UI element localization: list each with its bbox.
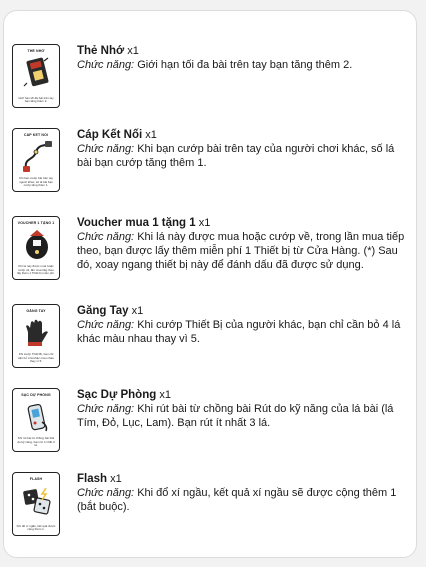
card-thumbnail <box>12 128 60 192</box>
item-description <box>77 472 412 514</box>
item-description <box>77 44 412 72</box>
item-name: Voucher mua 1 tặng 1 <box>77 217 196 229</box>
function-label: Chức năng: <box>77 487 135 499</box>
function-label: Chức năng: <box>77 403 135 415</box>
card-title: CÁP KẾT NỐI <box>23 133 49 137</box>
dice-icon <box>20 484 54 518</box>
card-text: Khi đổ xí ngầu, kết quả được cộng thêm 1. <box>16 524 56 532</box>
item-name: Cáp Kết Nối <box>77 129 143 141</box>
card-thumbnail <box>12 216 60 280</box>
card-thumbnail <box>12 472 60 536</box>
item-quantity: x1 <box>198 217 211 229</box>
function-text: Khi đổ xí ngầu, kết quả xí ngầu sẽ được cộng thêm 1 (bắt buộc). <box>77 487 397 513</box>
item-name: Găng Tay <box>77 305 129 317</box>
card-title: THẺ NHỚ <box>27 49 45 53</box>
memory-card-icon <box>20 56 54 90</box>
card-text: Giới hạn tối đa bài trên tay bạn tăng thêm 2. <box>18 96 54 104</box>
card-title: VOUCHER 1 TẶNG 1 <box>17 221 55 225</box>
card-thumbnail <box>12 304 60 368</box>
function-text: Khi lá này được mua hoặc cướp về, trong lần mua tiếp theo, bạn được lấy thêm miễn phí 1 Thiết bị từ Cửa Hàng. (*) Sau đó, xoay ngang thiết bị này để đánh dấu đã được sử dụng. <box>77 231 405 271</box>
glove-icon <box>20 316 54 350</box>
card-title: SẠC DỰ PHÒNG <box>21 393 51 397</box>
card-title: GĂNG TAY <box>26 309 46 313</box>
item-description <box>77 304 412 346</box>
card-text: Khi rút bài từ chồng bài Rút do kỹ năng, bạn rút ít nhất 3 lá. <box>17 437 55 448</box>
function-text: Khi bạn cướp bài trên tay của người chơi khác, số lá bài bạn cướp tăng thêm 1. <box>77 143 395 169</box>
voucher-icon <box>20 228 54 262</box>
item-quantity: x1 <box>110 473 122 485</box>
item-quantity: x1 <box>131 305 144 317</box>
item-quantity: x1 <box>159 389 171 401</box>
card-text: Khi bạn cướp bài trên tay người khác, số lá bài bạn cướp tăng thêm 1. <box>19 177 53 188</box>
item-list-panel <box>3 10 417 558</box>
item-quantity: x1 <box>127 45 139 57</box>
item-name: Thẻ Nhớ <box>77 45 125 57</box>
item-name: Sạc Dự Phòng <box>77 389 157 401</box>
cable-icon <box>20 140 54 174</box>
item-quantity: x1 <box>145 129 157 141</box>
function-label: Chức năng: <box>77 231 135 243</box>
function-text: Giới hạn tối đa bài trên tay bạn tăng thêm 2. <box>137 59 353 71</box>
card-text: Khi lá này được mua hoặc cướp về, lần mua tiếp theo lấy thêm 1 Thiết bị miễn phí. <box>17 265 55 276</box>
function-label: Chức năng: <box>77 319 135 331</box>
item-description <box>77 216 412 272</box>
function-text: Khi rút bài từ chồng bài Rút do kỹ năng của lá bài (lá Tím, Đỏ, Lục, Lam). Bạn rút ít nhất 3 lá. <box>77 403 394 429</box>
item-name: Flash <box>77 473 108 485</box>
function-label: Chức năng: <box>77 143 135 155</box>
function-text: Khi cướp Thiết Bị của người khác, bạn chỉ cần bỏ 4 lá khác màu nhau thay vì 5. <box>77 319 401 345</box>
card-text: Khi cướp Thiết Bị, bạn chỉ cần bỏ 4 lá khác màu nhau thay vì 5. <box>17 353 55 364</box>
item-description <box>77 128 412 170</box>
function-label: Chức năng: <box>77 59 135 71</box>
card-thumbnail <box>12 44 60 108</box>
card-title: FLASH <box>29 477 43 481</box>
card-thumbnail <box>12 388 60 452</box>
item-description <box>77 388 412 430</box>
power-bank-icon <box>20 400 54 434</box>
